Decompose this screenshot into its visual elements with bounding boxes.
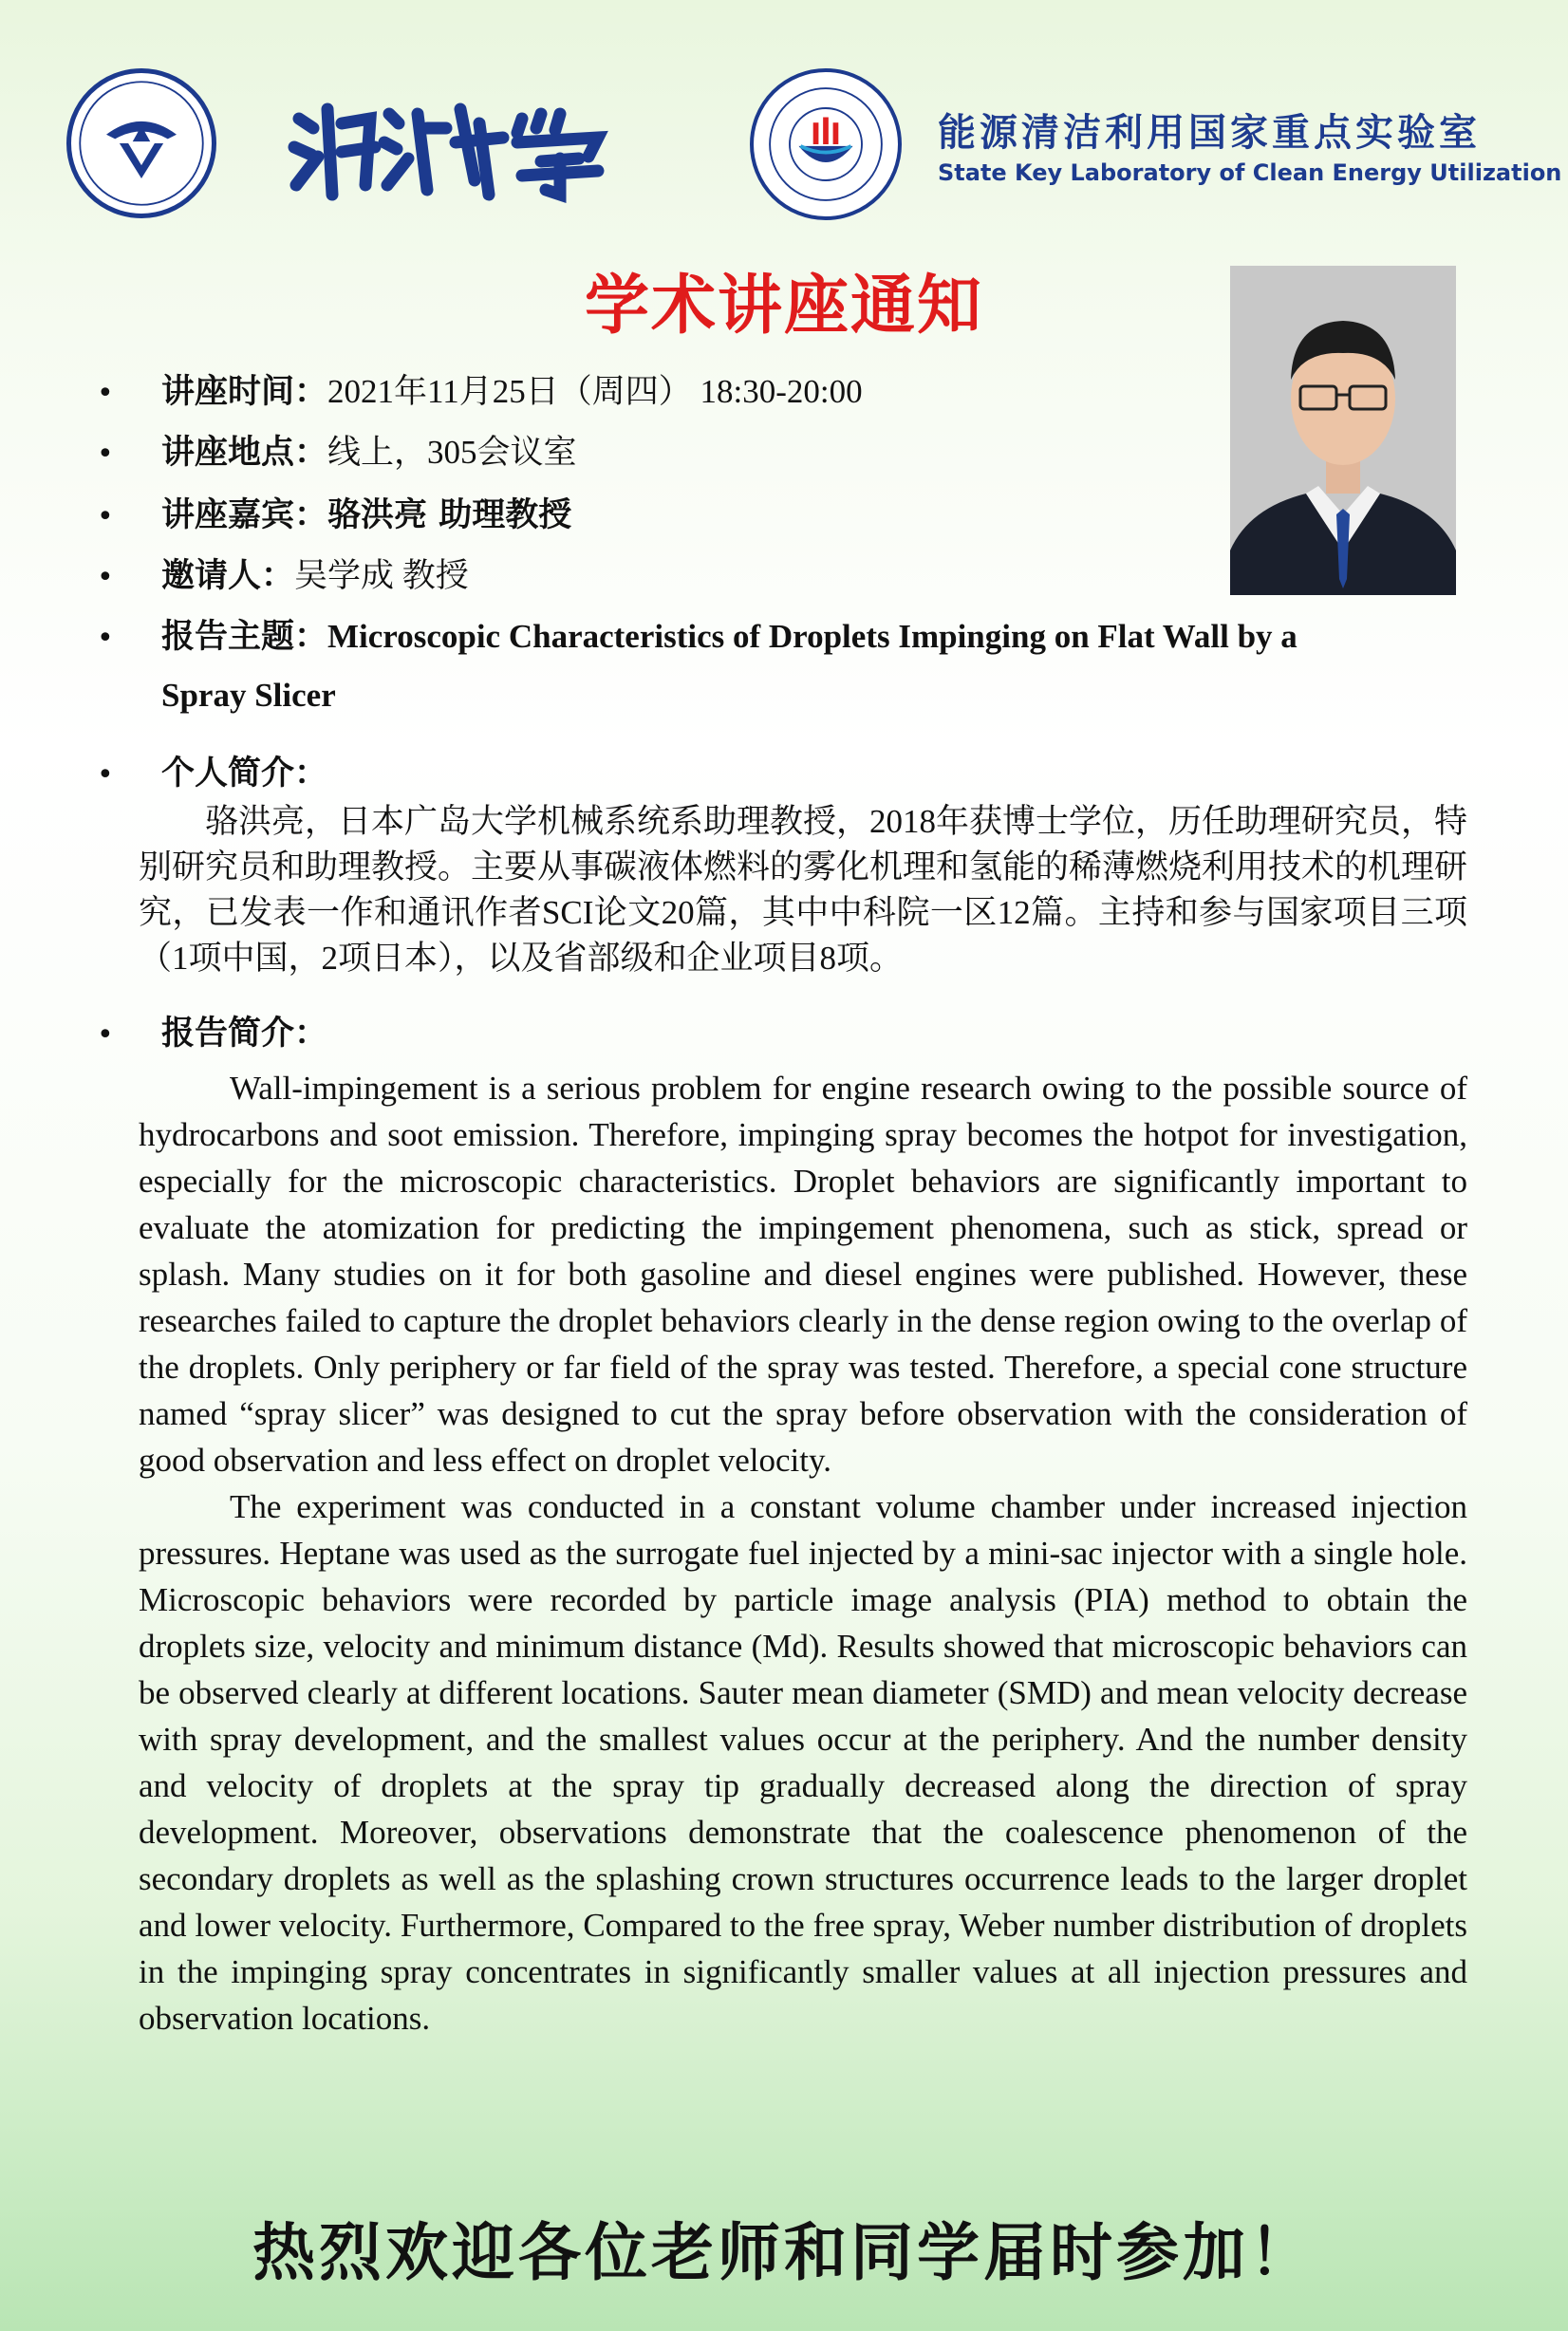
topic-line-1: Microscopic Characteristics of Droplets Impinging on Flat Wall by a	[327, 618, 1297, 655]
inviter-value: 吴学成 教授	[294, 557, 469, 594]
abstract-paragraph-1: Wall-impingement is a serious problem for engine research owing to the possible source of hydrocarbons and soot emission. Therefore, impinging spray becomes the hotpot for investigation, especially for the microscopic characteristics. Droplet behaviors are significantly important to evaluate the atomization for predicting the impingement phenomena, such as stick, spread or splash. Many studies on it for both gasoline and diesel engines were published. However, these researches failed to capture the droplet behaviors clearly in the dense region owing to the overlap of the droplets. Only periphery or far field of the spray was tested. Therefore, a special cone structure named “spray slicer” was designed to cut the spray before observation with the consideration of good observation and less effect on droplet velocity.	[139, 1070, 1467, 1479]
zju-seal-logo	[66, 68, 216, 218]
abstract-paragraph-2: The experiment was conducted in a constant volume chamber under increased injection pressures. Heptane was used as the surrogate fuel injected by a mini-sac injector with a single hole. Microscopic behaviors were recorded by particle image analysis (PIA) method to obtain the droplets size, velocity and minimum distance (Md). Results showed that microscopic behaviors can be observed clearly at different locations. Sauter mean diameter (SMD) and mean velocity decrease with spray development, and the smallest values occur at the periphery. And the number density and velocity of droplets at the spray tip gradually decreased along the direction of spray development. Moreover, observations demonstrate that the coalescence phenomenon of the secondary droplets as well as the splashing crown structures occurrence leads to the larger droplet and lower velocity. Furthermore, Compared to the free spray, Weber number distribution of droplets in the impinging spray concentrates in significantly smaller values at all injection pressures and observation locations.	[139, 1488, 1467, 2037]
place-label: 讲座地点：	[161, 434, 328, 472]
abstract-body	[139, 1065, 1467, 2042]
abstract-label: 报告简介：	[161, 1015, 328, 1053]
info-guest	[97, 492, 571, 541]
bullet-icon: •	[97, 1018, 114, 1052]
info-time	[97, 368, 863, 418]
info-place	[97, 429, 577, 478]
bullet-icon: •	[97, 377, 114, 410]
welcome-footer: 热烈欢迎各位老师和同学届时参加！	[252, 2216, 1316, 2289]
bio-label: 个人简介：	[161, 755, 328, 793]
time-label: 讲座时间：	[161, 373, 328, 411]
topic-line-2: Spray Slicer	[161, 677, 336, 714]
page-title: 学术讲座通知	[584, 269, 983, 344]
bullet-icon: •	[97, 622, 114, 655]
bullet-icon: •	[97, 561, 114, 594]
zju-calligraphy-logo	[285, 90, 626, 204]
guest-label: 讲座嘉宾：	[161, 496, 328, 534]
lab-seal-logo	[750, 68, 902, 220]
lab-name-en: State Key Laboratory of Clean Energy Utilization	[938, 159, 1562, 186]
bio-heading	[97, 750, 327, 799]
bullet-icon: •	[97, 500, 114, 533]
info-topic	[97, 613, 1297, 662]
time-value: 2021年11月25日（周四） 18:30-20:00	[327, 373, 863, 410]
bullet-icon: •	[97, 438, 114, 471]
guest-value: 骆洪亮 助理教授	[327, 496, 572, 534]
abstract-heading	[97, 1010, 327, 1059]
topic-label: 报告主题：	[161, 618, 328, 656]
info-inviter	[97, 552, 469, 602]
bullet-icon: •	[97, 758, 114, 792]
inviter-label: 邀请人：	[161, 557, 295, 595]
bio-text: 骆洪亮，日本广岛大学机械系统系助理教授，2018年获博士学位，历任助理研究员，特别研究员和助理教授。主要从事碳液体燃料的雾化机理和氢能的稀薄燃烧利用技术的机理研究，已发表一作和通讯作者SCI论文20篇，其中中科院一区12篇。主持和参与国家项目三项（1项中国，2项日本），以及省部级和企业项目8项。	[139, 803, 1468, 977]
place-value: 线上，305会议室	[327, 434, 577, 471]
lab-name-cn: 能源清洁利用国家重点实验室	[938, 111, 1481, 155]
speaker-photo	[1230, 266, 1456, 595]
